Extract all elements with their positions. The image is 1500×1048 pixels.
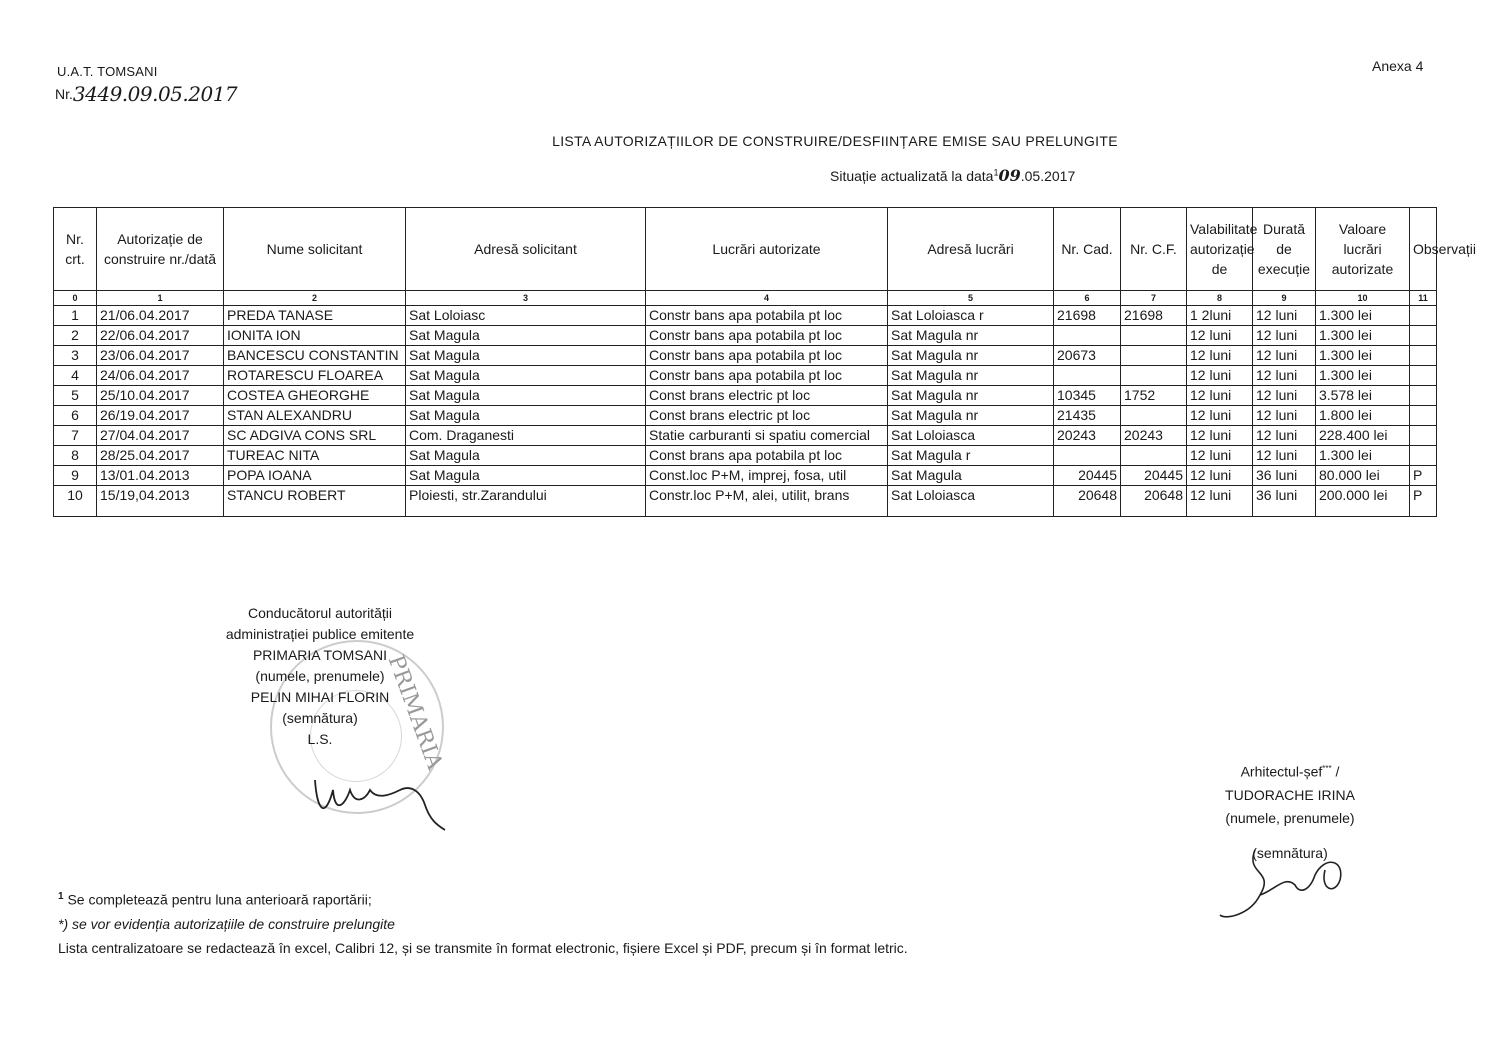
table-cell (1121, 326, 1187, 346)
table-row (54, 486, 1437, 517)
footnotes (58, 885, 908, 960)
sig-left-line3: PRIMARIA TOMSANI (252, 647, 388, 663)
table-cell: 20648 (1121, 486, 1187, 517)
table-cell: Statie carburanti si spatiu comercial (646, 426, 888, 446)
table-cell (1054, 366, 1121, 386)
table-cell (1410, 306, 1437, 326)
table-cell (1054, 446, 1121, 466)
column-number: 0 (54, 291, 97, 306)
table-row (54, 426, 1437, 446)
table-cell: 1.800 lei (1316, 406, 1410, 426)
table-cell: 9 (54, 466, 97, 486)
table-cell: 12 luni (1253, 306, 1316, 326)
date-suffix: .05.2017 (1020, 168, 1076, 184)
table-cell (1410, 326, 1437, 346)
table-cell (1410, 406, 1437, 426)
table-cell (1410, 426, 1437, 446)
table-cell: STANCU ROBERT (224, 486, 406, 517)
registration-number (55, 80, 237, 104)
column-header: Valabilitate autorizație de (1187, 208, 1253, 291)
situation-prefix: Situație actualizată la data (830, 168, 994, 184)
table-cell: 12 luni (1253, 406, 1316, 426)
signature-block-mayor (200, 603, 440, 750)
annex-label: Anexa 4 (1372, 58, 1424, 74)
uat-name: U.A.T. TOMSANI (57, 64, 158, 79)
table-cell: Sat Magula (406, 406, 646, 426)
table-row (54, 346, 1437, 366)
footnote-3: Lista centralizatoare se redactează în excel, Calibri 12, și se transmite în format electronic, fișiere Excel și PDF, precum și în format letric. (58, 939, 908, 956)
table-cell: 12 luni (1187, 446, 1253, 466)
table-cell: POPA IOANA (224, 466, 406, 486)
footnote-2: *) se vor evidenția autorizațiile de construire prelungite (58, 915, 395, 932)
table-row (54, 466, 1437, 486)
table-cell: 12 luni (1253, 346, 1316, 366)
column-header: Lucrări autorizate (646, 208, 888, 291)
architect-title-suffix: / (1331, 763, 1340, 780)
table-cell: SC ADGIVA CONS SRL (224, 426, 406, 446)
column-number: 10 (1316, 291, 1410, 306)
table-cell (1121, 446, 1187, 466)
table-cell (1410, 346, 1437, 366)
table-cell (1054, 326, 1121, 346)
sig-left-line5: PELIN MIHAI FLORIN (250, 689, 390, 705)
table-cell: 21698 (1121, 306, 1187, 326)
column-header: Observații (1410, 208, 1437, 291)
table-cell: 4 (54, 366, 97, 386)
table-cell: P (1410, 486, 1437, 517)
table-cell: 36 luni (1253, 466, 1316, 486)
table-cell: Sat Magula (406, 366, 646, 386)
column-number: 4 (646, 291, 888, 306)
table-cell: 20648 (1054, 486, 1121, 517)
table-cell: 20243 (1121, 426, 1187, 446)
architect-signature-label: (semnătura) (1252, 844, 1328, 861)
table-cell: Sat Magula (406, 446, 646, 466)
architect-name-label: (numele, prenumele) (1225, 809, 1355, 826)
table-row (54, 306, 1437, 326)
sig-left-line4: (numele, prenumele) (255, 668, 385, 684)
table-cell: 25/10.04.2017 (97, 386, 224, 406)
table-cell: Sat Magula (406, 386, 646, 406)
table-row (54, 446, 1437, 466)
table-cell: 12 luni (1187, 486, 1253, 517)
table-cell (1410, 446, 1437, 466)
column-header: Nr. C.F. (1121, 208, 1187, 291)
architect-title-text: Arhitectul-șef (1240, 763, 1323, 780)
table-cell: 1.300 lei (1316, 346, 1410, 366)
table-cell: 21435 (1054, 406, 1121, 426)
sig-left-line1: Conducătorul autorității (248, 605, 392, 621)
table-cell: PREDA TANASE (224, 306, 406, 326)
date-handwritten: 09 (998, 166, 1021, 185)
column-number: 6 (1054, 291, 1121, 306)
table-cell: Sat Magula (406, 326, 646, 346)
table-cell: BANCESCU CONSTANTIN (224, 346, 406, 366)
mayor-signature (305, 760, 455, 835)
footnote-1-text: Se completează pentru luna anterioară raportării; (63, 891, 372, 908)
table-cell: 1752 (1121, 386, 1187, 406)
table-cell: 80.000 lei (1316, 466, 1410, 486)
table-cell: 12 luni (1253, 426, 1316, 446)
table-cell: Const.loc P+M, imprej, fosa, util (646, 466, 888, 486)
table-cell: 200.000 lei (1316, 486, 1410, 517)
table-cell: 12 luni (1187, 346, 1253, 366)
table-cell: IONITA ION (224, 326, 406, 346)
column-number: 5 (888, 291, 1054, 306)
stamp-text: PRIMARIA (382, 652, 448, 773)
table-cell: 26/19.04.2017 (97, 406, 224, 426)
table-cell: 15/19,04.2013 (97, 486, 224, 517)
table-cell: Constr bans apa potabila pt loc (646, 346, 888, 366)
column-number: 1 (97, 291, 224, 306)
table-cell: 10 (54, 486, 97, 517)
table-cell: 12 luni (1187, 386, 1253, 406)
table-cell: ROTARESCU FLOAREA (224, 366, 406, 386)
table-cell: 12 luni (1187, 426, 1253, 446)
table-cell: Com. Draganesti (406, 426, 646, 446)
column-header: Nume solicitant (224, 208, 406, 291)
column-header: Valoare lucrări autorizate (1316, 208, 1410, 291)
table-cell: Sat Magula nr (888, 406, 1054, 426)
table-cell: 13/01.04.2013 (97, 466, 224, 486)
sig-left-line6: (semnătura) (282, 710, 358, 726)
table-cell: 21698 (1054, 306, 1121, 326)
table-row (54, 406, 1437, 426)
table-cell: 22/06.04.2017 (97, 326, 224, 346)
table-cell: Sat Magula r (888, 446, 1054, 466)
table-cell: 20243 (1054, 426, 1121, 446)
table-cell: 6 (54, 406, 97, 426)
table-cell (1410, 386, 1437, 406)
table-cell: 1 (54, 306, 97, 326)
table-cell: Sat Magula nr (888, 386, 1054, 406)
table-cell: Const brans apa potabila pt loc (646, 446, 888, 466)
table-cell: Sat Loloiasc (406, 306, 646, 326)
table-cell: P (1410, 466, 1437, 486)
table-cell: Constr bans apa potabila pt loc (646, 326, 888, 346)
sig-left-line7: L.S. (307, 731, 333, 747)
table-row (54, 326, 1437, 346)
column-number: 11 (1410, 291, 1437, 306)
table-cell: STAN ALEXANDRU (224, 406, 406, 426)
sig-left-line2: administrației publice emitente (225, 626, 415, 642)
table-cell: 12 luni (1253, 366, 1316, 386)
table-cell: 228.400 lei (1316, 426, 1410, 446)
table-cell: 7 (54, 426, 97, 446)
table-cell: Sat Magula nr (888, 346, 1054, 366)
nr-label: Nr. (55, 86, 73, 102)
table-cell: Sat Loloiasca (888, 486, 1054, 517)
table-cell: 12 luni (1187, 466, 1253, 486)
architect-name: TUDORACHE IRINA (1225, 786, 1355, 803)
column-header: Autorizație de construire nr./dată (97, 208, 224, 291)
table-cell: 12 luni (1187, 366, 1253, 386)
column-header: Adresă solicitant (406, 208, 646, 291)
footnote-1 (58, 885, 908, 912)
table-cell: 23/06.04.2017 (97, 346, 224, 366)
authorizations-table (53, 207, 1477, 517)
column-number-row (54, 291, 1437, 306)
table-cell: 27/04.04.2017 (97, 426, 224, 446)
situation-date (830, 166, 1075, 185)
table-cell: 20445 (1054, 466, 1121, 486)
column-number: 2 (224, 291, 406, 306)
column-number: 8 (1187, 291, 1253, 306)
column-number: 9 (1253, 291, 1316, 306)
table-cell: Sat Magula nr (888, 326, 1054, 346)
table-cell: 12 luni (1253, 446, 1316, 466)
table-cell (1121, 346, 1187, 366)
table-cell: 5 (54, 386, 97, 406)
column-header: Nr. Cad. (1054, 208, 1121, 291)
table-cell: 1.300 lei (1316, 366, 1410, 386)
table-cell: COSTEA GHEORGHE (224, 386, 406, 406)
table-cell: 2 (54, 326, 97, 346)
table-cell: Constr.loc P+M, alei, utilit, brans (646, 486, 888, 517)
table-cell: Sat Magula (406, 346, 646, 366)
footnote-ref: 1 (993, 167, 999, 178)
table-cell (1121, 366, 1187, 386)
table-cell: 8 (54, 446, 97, 466)
table-cell (1121, 406, 1187, 426)
architect-title (1200, 757, 1380, 784)
column-number: 3 (406, 291, 646, 306)
table-cell: 3.578 lei (1316, 386, 1410, 406)
document-title: LISTA AUTORIZAȚIILOR DE CONSTRUIRE/DESFIINȚARE EMISE SAU PRELUNGITE (552, 133, 1118, 149)
table-cell: 28/25.04.2017 (97, 446, 224, 466)
table-cell: 12 luni (1253, 386, 1316, 406)
table-cell: 36 luni (1253, 486, 1316, 517)
table-cell: Const brans electric pt loc (646, 406, 888, 426)
nr-handwritten: 3449.09.05.2017 (72, 82, 238, 106)
table-cell: Sat Loloiasca r (888, 306, 1054, 326)
column-header: Durată de execuție (1253, 208, 1316, 291)
table-cell: 12 luni (1187, 326, 1253, 346)
architect-title-sup: *** (1322, 764, 1332, 773)
architect-signature (1215, 835, 1355, 925)
table-cell: 10345 (1054, 386, 1121, 406)
table-cell: Ploiesti, str.Zarandului (406, 486, 646, 517)
table-cell: 1.300 lei (1316, 446, 1410, 466)
column-number: 7 (1121, 291, 1187, 306)
table-row (54, 386, 1437, 406)
table-cell: 24/06.04.2017 (97, 366, 224, 386)
table-cell: Sat Magula (406, 466, 646, 486)
table-cell: 1 2luni (1187, 306, 1253, 326)
table-row (54, 366, 1437, 386)
header-row (54, 208, 1437, 291)
table-cell: Const brans electric pt loc (646, 386, 888, 406)
table-cell: 3 (54, 346, 97, 366)
table-cell: Sat Magula (888, 466, 1054, 486)
table-cell: 1.300 lei (1316, 306, 1410, 326)
table-cell: 20445 (1121, 466, 1187, 486)
table-cell: 1.300 lei (1316, 326, 1410, 346)
table-cell: 12 luni (1253, 326, 1316, 346)
table-cell: 20673 (1054, 346, 1121, 366)
column-header: Nr. crt. (54, 208, 97, 291)
table-cell: Sat Magula nr (888, 366, 1054, 386)
table-cell: 12 luni (1187, 406, 1253, 426)
table-cell (1410, 366, 1437, 386)
table-cell: Constr bans apa potabila pt loc (646, 366, 888, 386)
table-cell: Sat Loloiasca (888, 426, 1054, 446)
footnote-1-marker: 1 (58, 891, 64, 902)
column-header: Adresă lucrări (888, 208, 1054, 291)
table-cell: TUREAC NITA (224, 446, 406, 466)
table-cell: Constr bans apa potabila pt loc (646, 306, 888, 326)
table-cell: 21/06.04.2017 (97, 306, 224, 326)
